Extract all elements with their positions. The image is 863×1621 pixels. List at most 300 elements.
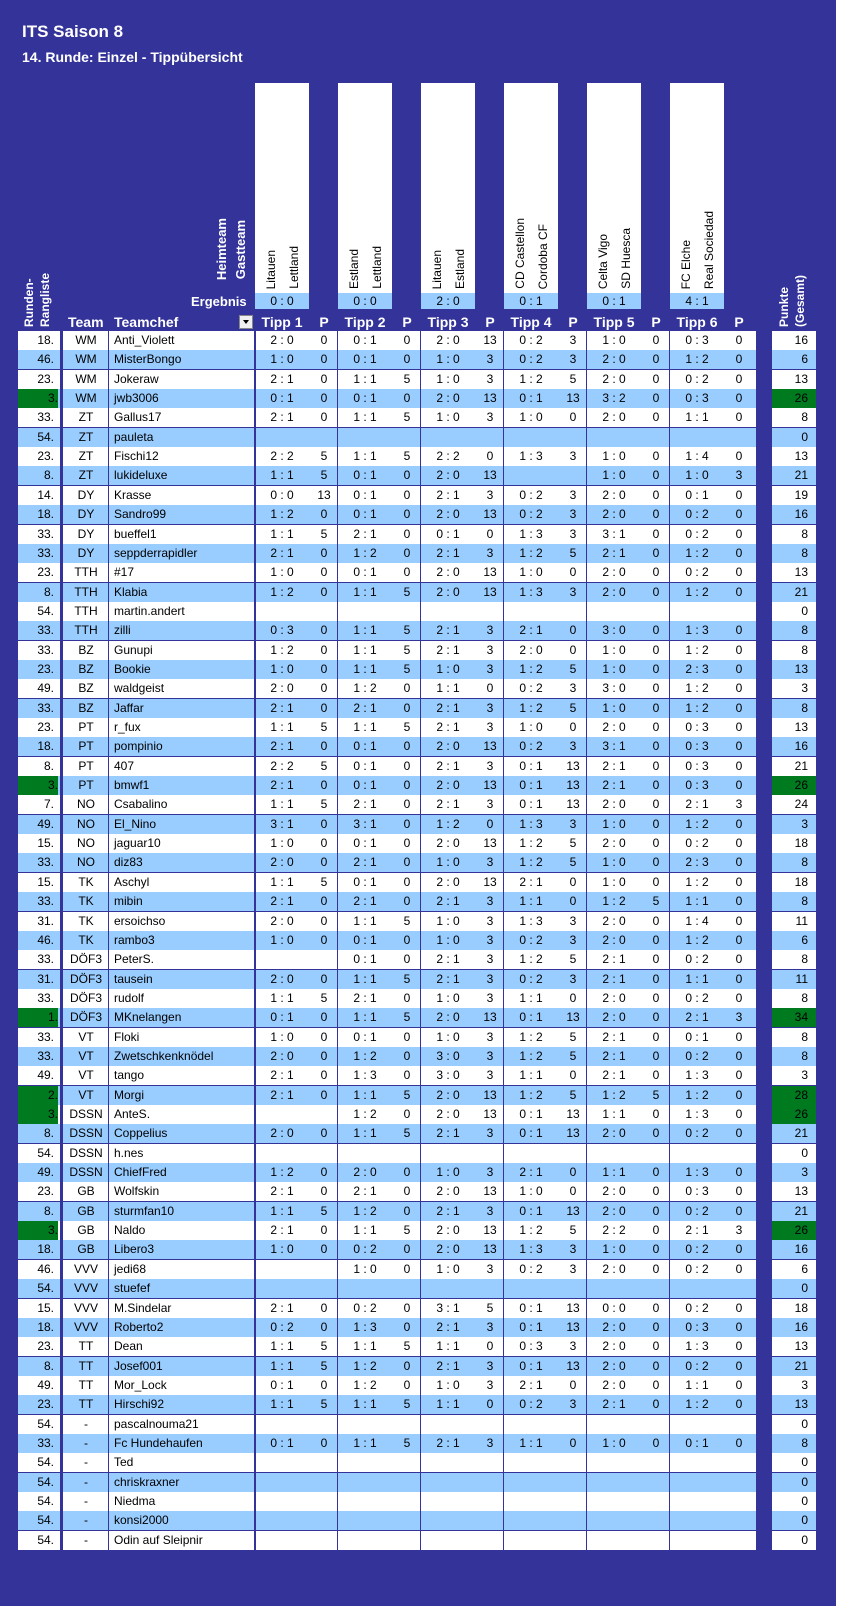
label-gastteam: Gastteam [233, 220, 248, 280]
tipp-cell [587, 1473, 641, 1492]
points-cell: 0 [735, 565, 743, 580]
teamchef-cell: pascalnouma21 [114, 1416, 199, 1431]
points-cell: 0 [735, 1242, 743, 1257]
points-cell: 5 [320, 468, 328, 483]
tipp-cell: 1 : 3 [685, 1165, 709, 1180]
points-cell: 0 [403, 990, 411, 1005]
tipp-cell [255, 1511, 309, 1530]
tipp-cell: 1 : 1 [685, 410, 709, 425]
column-divider [503, 331, 504, 1550]
team-cell: BZ [78, 661, 94, 676]
tipp-cell: 1 : 2 [685, 681, 709, 696]
tipp-cell: 1 : 2 [353, 1358, 377, 1373]
rank-cell: 46. [37, 1261, 54, 1276]
team-cell: NO [77, 836, 95, 851]
points-cell: 0 [652, 1029, 660, 1044]
points-cell [311, 1453, 337, 1472]
column-divider [586, 331, 587, 1550]
points-cell: 0 [403, 1203, 411, 1218]
points-cell [477, 1531, 503, 1550]
points-cell: 0 [320, 410, 328, 425]
table-row [18, 1260, 816, 1279]
table-row [18, 641, 816, 660]
tipp-cell: 3 : 1 [353, 816, 377, 831]
points-cell: 5 [403, 1339, 411, 1354]
points-header: P [568, 314, 578, 330]
points-cell: 0 [652, 952, 660, 967]
rank-cell: 8. [43, 468, 54, 483]
total-points-cell: 8 [801, 623, 808, 638]
team-cell: - [84, 1513, 88, 1528]
tipp-cell: 1 : 1 [353, 971, 377, 986]
tipp-cell: 1 : 4 [685, 449, 709, 464]
points-cell [394, 1473, 420, 1492]
rank-cell: 23. [37, 1397, 54, 1412]
tipp-cell: 2 : 1 [353, 990, 377, 1005]
points-cell: 0 [652, 565, 660, 580]
tipp-cell: 1 : 0 [436, 855, 460, 870]
tipp-cell: 1 : 1 [270, 1339, 294, 1354]
table-row [18, 1124, 816, 1143]
table-row [18, 525, 816, 544]
tipp-cell [504, 1415, 558, 1434]
tipp-cell: 2 : 1 [270, 1223, 294, 1238]
rank-cell: 33. [37, 1435, 54, 1450]
team-cell: GB [77, 1223, 95, 1238]
points-cell: 5 [403, 1087, 411, 1102]
rank-cell: 33. [37, 1048, 54, 1063]
team-cell: TTH [74, 603, 98, 618]
tipp-cell [421, 428, 475, 447]
tipp-cell: 0 : 2 [685, 836, 709, 851]
points-cell: 3 [569, 739, 577, 754]
tipp-cell: 1 : 1 [519, 894, 543, 909]
tipp-cell: 1 : 1 [353, 371, 377, 386]
home-team-label: Celta Vigo [596, 233, 610, 289]
tipp-cell [670, 1473, 724, 1492]
points-cell: 3 [486, 1029, 494, 1044]
points-cell: 3 [486, 1048, 494, 1063]
table-row [18, 912, 816, 931]
rank-cell: 54. [37, 1281, 54, 1296]
tipp-cell: 2 : 0 [436, 836, 460, 851]
table-row [18, 1144, 816, 1163]
match-header-box [587, 83, 641, 293]
points-cell: 3 [569, 1261, 577, 1276]
tipp-cell: 0 : 1 [519, 1358, 543, 1373]
teamchef-cell: stuefef [114, 1281, 151, 1296]
points-cell: 0 [320, 1126, 328, 1141]
tipp-cell: 3 : 1 [602, 526, 626, 541]
tipp-cell: 0 : 1 [270, 1377, 294, 1392]
points-cell [560, 1144, 586, 1163]
points-cell: 0 [403, 1358, 411, 1373]
teamchef-cell: jwb3006 [114, 391, 159, 406]
tipp-cell: 1 : 1 [519, 1068, 543, 1083]
tipp-cell [255, 1473, 309, 1492]
team-cell: - [84, 1416, 88, 1431]
tipp-header: Tipp 3 [427, 314, 469, 330]
tipp-cell [255, 950, 309, 969]
teamchef-cell: Anti_Violett [114, 333, 175, 347]
tipp-cell: 2 : 1 [436, 1358, 460, 1373]
tipp-cell: 1 : 1 [270, 1358, 294, 1373]
tipp-cell: 1 : 0 [519, 1184, 543, 1199]
points-cell: 0 [652, 1223, 660, 1238]
team-cell: PT [78, 778, 94, 793]
teamchef-cell: bueffel1 [114, 526, 157, 541]
points-cell: 5 [652, 894, 660, 909]
match-result: 2 : 0 [421, 293, 475, 309]
points-cell: 0 [569, 1068, 577, 1083]
tipp-cell: 1 : 0 [436, 1165, 460, 1180]
rank-cell: 15. [37, 1300, 54, 1315]
points-cell: 3 [569, 507, 577, 522]
tipp-cell: 1 : 3 [685, 1339, 709, 1354]
tipp-cell: 1 : 1 [353, 661, 377, 676]
tipp-cell [587, 1144, 641, 1163]
points-cell: 0 [735, 1184, 743, 1199]
points-cell: 13 [566, 1300, 580, 1315]
table-row [18, 1492, 816, 1511]
points-cell: 0 [403, 700, 411, 715]
points-cell: 13 [483, 836, 497, 851]
tipp-cell: 2 : 1 [685, 1010, 709, 1025]
points-cell: 0 [735, 894, 743, 909]
points-cell: 5 [403, 720, 411, 734]
team-cell: - [84, 1494, 88, 1508]
tipp-cell: 2 : 1 [519, 874, 543, 889]
teamchef-cell: Bookie [114, 661, 151, 676]
tipp-cell: 2 : 0 [602, 720, 626, 734]
teamchef-cell: AnteS. [114, 1107, 151, 1121]
points-cell: 0 [652, 1010, 660, 1025]
team-cell: PT [78, 739, 94, 754]
rank-cell: 14. [37, 487, 54, 502]
points-cell: 3 [486, 1261, 494, 1276]
tipp-cell [255, 1415, 309, 1434]
tipp-cell: 1 : 1 [353, 623, 377, 638]
points-cell: 5 [403, 642, 411, 657]
tipp-cell: 1 : 0 [436, 1261, 460, 1276]
tipp-cell: 1 : 0 [270, 565, 294, 580]
points-cell: 0 [735, 526, 743, 541]
tipp-cell: 1 : 0 [602, 700, 626, 715]
tipp-cell: 0 : 3 [685, 391, 709, 406]
total-points-cell: 13 [794, 1184, 808, 1199]
total-points-cell: 3 [801, 1377, 808, 1392]
tipp-cell: 1 : 3 [685, 1068, 709, 1083]
teamchef-cell: tausein [114, 971, 153, 986]
points-cell: 0 [652, 797, 660, 812]
tipp-cell: 2 : 1 [602, 971, 626, 986]
tipp-cell [255, 1279, 309, 1298]
tipp-cell: 2 : 0 [436, 565, 460, 580]
column-divider [816, 331, 818, 1550]
tipp-cell [587, 428, 641, 447]
home-team-label: FC Elche [679, 239, 693, 289]
points-cell [311, 1144, 337, 1163]
tipp-cell: 2 : 1 [270, 739, 294, 754]
points-cell: 0 [569, 642, 577, 657]
home-team-label: Litauen [264, 249, 278, 289]
tipp-cell: 1 : 2 [353, 1377, 377, 1392]
tipp-cell: 3 : 0 [602, 681, 626, 696]
tipp-cell: 0 : 1 [519, 758, 543, 773]
tipp-cell: 1 : 4 [685, 913, 709, 928]
tipp-cell: 2 : 0 [436, 391, 460, 406]
points-cell: 0 [320, 545, 328, 560]
table-row [18, 505, 816, 524]
points-cell [311, 1260, 337, 1279]
home-team-label: CD Castellon [513, 218, 527, 289]
tipp-cell: 2 : 1 [270, 371, 294, 386]
tipp-cell [670, 1531, 724, 1550]
tipp-cell: 3 : 1 [270, 816, 294, 831]
tipp-cell: 3 : 2 [602, 391, 626, 406]
points-cell: 13 [483, 333, 497, 347]
points-cell: 0 [320, 971, 328, 986]
points-cell: 0 [652, 1242, 660, 1257]
points-cell: 5 [320, 1203, 328, 1218]
teamchef-cell: Dean [114, 1339, 143, 1354]
table-row [18, 1434, 816, 1453]
points-cell: 3 [486, 700, 494, 715]
table-row [18, 544, 816, 563]
tipp-cell: 2 : 0 [436, 1010, 460, 1025]
teamchef-cell: Fc Hundehaufen [114, 1435, 203, 1450]
tipp-cell: 0 : 3 [685, 778, 709, 793]
tipp-cell: 2 : 0 [602, 1010, 626, 1025]
points-cell: 3 [569, 526, 577, 541]
points-cell: 0 [735, 410, 743, 425]
points-cell: 5 [320, 1358, 328, 1373]
tipp-cell: 2 : 0 [602, 584, 626, 599]
table-row [18, 1395, 816, 1414]
points-cell: 0 [403, 1068, 411, 1083]
tipp-cell: 1 : 2 [685, 352, 709, 367]
tipp-cell: 1 : 1 [353, 1010, 377, 1025]
away-team-label: Lettland [370, 246, 384, 289]
points-cell: 5 [320, 990, 328, 1005]
tipp-cell [670, 602, 724, 621]
teamchef-cell: MKnelangen [114, 1010, 182, 1025]
tipp-cell: 2 : 0 [602, 990, 626, 1005]
tipp-cell: 2 : 1 [270, 778, 294, 793]
rank-cell: 23. [37, 565, 54, 580]
team-cell: DY [77, 487, 95, 502]
tipp-cell: 1 : 0 [270, 1242, 294, 1257]
points-cell: 3 [486, 894, 494, 909]
teamchef-cell: Odin auf Sleipnir [114, 1532, 203, 1547]
points-cell [726, 1531, 752, 1550]
teamchef-cell: 407 [114, 758, 135, 773]
points-cell: 13 [483, 507, 497, 522]
teamchef-cell: sturmfan10 [114, 1203, 175, 1218]
points-cell: 0 [320, 913, 328, 928]
tipp-cell: 0 : 2 [519, 507, 543, 522]
tipp-cell: 0 : 1 [685, 1435, 709, 1450]
points-cell: 0 [735, 758, 743, 773]
tipp-cell: 1 : 0 [602, 333, 626, 347]
points-cell: 5 [320, 1339, 328, 1354]
tipp-cell [255, 1531, 309, 1550]
tipp-cell: 2 : 1 [602, 1068, 626, 1083]
column-divider [60, 331, 63, 1550]
page-title: ITS Saison 8 [22, 22, 124, 41]
tipp-cell [255, 1260, 309, 1279]
tipp-cell [421, 1453, 475, 1472]
tipp-cell: 2 : 0 [519, 642, 543, 657]
points-cell: 3 [569, 1339, 577, 1354]
tipp-cell: 1 : 0 [602, 1435, 626, 1450]
points-cell: 13 [566, 1319, 580, 1334]
tipp-cell: 3 : 1 [602, 739, 626, 754]
points-cell: 5 [403, 661, 411, 676]
points-cell: 0 [735, 874, 743, 889]
team-cell: - [84, 1435, 88, 1450]
tipp-cell: 2 : 1 [270, 410, 294, 425]
team-cell: DÖF3 [69, 990, 102, 1005]
total-points-cell: 18 [794, 1300, 808, 1315]
points-cell: 0 [735, 778, 743, 793]
points-cell: 0 [735, 700, 743, 715]
tipp-cell: 0 : 1 [353, 932, 377, 947]
points-cell: 0 [652, 1107, 660, 1121]
points-cell: 5 [320, 874, 328, 889]
table-row [18, 950, 816, 969]
tipp-cell: 1 : 2 [353, 1203, 377, 1218]
teamchef-cell: Jokeraw [114, 371, 159, 386]
total-points-cell: 6 [801, 932, 808, 947]
tipp-cell: 1 : 0 [602, 468, 626, 483]
points-cell [394, 1279, 420, 1298]
points-cell: 0 [735, 1087, 743, 1102]
points-cell: 0 [403, 468, 411, 483]
tipp-cell [421, 1511, 475, 1530]
table-row [18, 737, 816, 756]
rank-cell: 49. [37, 1377, 54, 1392]
tipp-cell: 2 : 1 [602, 1029, 626, 1044]
team-cell: VVV [73, 1281, 98, 1296]
points-cell: 3 [486, 720, 494, 734]
points-cell [311, 1473, 337, 1492]
total-points-cell: 11 [795, 971, 808, 986]
tipp-cell: 1 : 1 [270, 1397, 294, 1412]
rank-cell: 49. [37, 681, 54, 696]
tipp-cell [504, 602, 558, 621]
tipp-cell: 2 : 0 [270, 913, 294, 928]
points-cell [477, 1415, 503, 1434]
filter-dropdown-button[interactable] [239, 315, 253, 329]
points-cell: 0 [652, 700, 660, 715]
points-cell: 0 [652, 1048, 660, 1063]
tipp-cell: 0 : 1 [519, 1319, 543, 1334]
tipp-cell: 0 : 1 [353, 352, 377, 367]
tipp-cell: 2 : 0 [602, 1339, 626, 1354]
points-cell: 3 [486, 855, 494, 870]
teamchef-cell: Coppelius [114, 1126, 168, 1141]
tipp-cell: 1 : 1 [353, 642, 377, 657]
teamchef-cell: El_Nino [114, 816, 157, 831]
rank-cell: 33. [37, 623, 54, 638]
teamchef-cell: Gunupi [114, 642, 153, 657]
points-cell: 0 [486, 449, 494, 464]
tipp-cell: 1 : 1 [353, 1397, 377, 1412]
rank-cell: 23. [37, 1184, 54, 1199]
tipp-cell: 1 : 0 [436, 371, 460, 386]
points-cell: 3 [486, 371, 494, 386]
rank-cell: 54. [37, 1474, 54, 1489]
points-cell: 0 [320, 778, 328, 793]
points-cell: 13 [566, 1107, 580, 1121]
points-cell: 0 [403, 526, 411, 541]
points-cell: 3 [569, 487, 577, 502]
points-cell: 0 [320, 1435, 328, 1450]
column-divider [669, 331, 670, 1550]
points-cell: 0 [320, 1087, 328, 1102]
match-result: 0 : 0 [255, 293, 309, 309]
points-cell [643, 1492, 669, 1511]
table-row [18, 563, 816, 582]
teamchef-cell: Sandro99 [114, 507, 167, 522]
away-team-label: Lettland [287, 246, 301, 289]
tipp-cell: 1 : 2 [353, 681, 377, 696]
team-cell: GB [77, 1184, 95, 1199]
tipp-cell: 1 : 3 [685, 623, 709, 638]
points-cell: 3 [486, 1126, 494, 1141]
team-cell: DÖF3 [69, 1010, 102, 1025]
points-cell: 5 [569, 1048, 577, 1063]
teamchef-cell: jedi68 [114, 1261, 147, 1276]
tipp-header: Tipp 1 [261, 314, 303, 330]
rank-cell: 31. [37, 971, 54, 986]
points-cell: 13 [483, 391, 497, 406]
team-cell: WM [75, 333, 97, 347]
tipp-cell: 0 : 1 [519, 391, 543, 406]
team-cell: BZ [78, 681, 94, 696]
team-cell: DÖF3 [69, 952, 102, 967]
points-cell [477, 428, 503, 447]
tipp-cell: 2 : 1 [436, 952, 460, 967]
points-cell: 0 [652, 1068, 660, 1083]
points-cell: 0 [652, 1300, 660, 1315]
rank-cell: 2. [18, 1086, 58, 1105]
match-result: 4 : 1 [670, 293, 724, 309]
tipp-cell [255, 602, 309, 621]
match-result: 0 : 1 [504, 293, 558, 309]
points-cell: 0 [403, 1300, 411, 1315]
tipp-cell: 0 : 1 [685, 487, 709, 502]
tipp-cell: 2 : 1 [436, 971, 460, 986]
team-cell: DSSN [69, 1145, 103, 1160]
tipp-cell [504, 428, 558, 447]
tipp-cell: 1 : 0 [602, 816, 626, 831]
points-cell: 0 [652, 836, 660, 851]
tipp-cell: 2 : 0 [602, 932, 626, 947]
points-cell: 3 [486, 487, 494, 502]
tipp-cell: 2 : 1 [270, 700, 294, 715]
tipp-cell: 2 : 1 [436, 758, 460, 773]
tipp-cell: 0 : 0 [270, 487, 294, 502]
tipp-cell: 1 : 1 [436, 1339, 460, 1354]
team-cell: TT [78, 1377, 94, 1392]
tipp-cell: 2 : 0 [436, 1107, 460, 1121]
team-cell: - [84, 1455, 88, 1470]
teamchef-cell: martin.andert [114, 603, 185, 618]
points-cell: 13 [483, 565, 497, 580]
tipp-cell: 2 : 0 [353, 1165, 377, 1180]
